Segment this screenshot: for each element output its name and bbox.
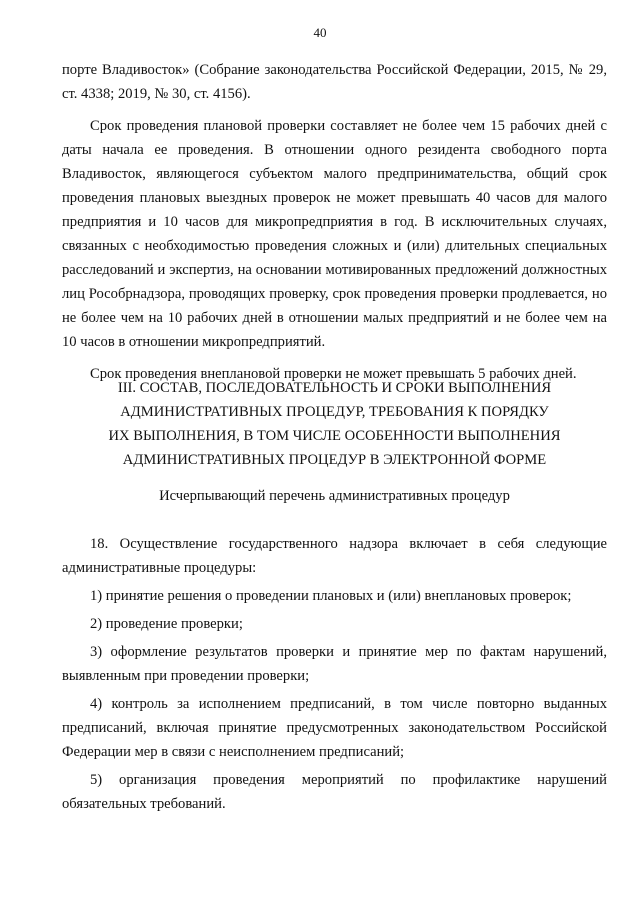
section-heading [62,376,607,472]
procedure-item: 1) принятие решения о проведении плановых и (или) внеплановых проверок; [90,588,572,604]
body-block-top [62,58,607,386]
continuation-paragraph: порте Владивосток» (Собрание законодательства Российской Федерации, 2015, № 29, ст. 4338; 2019, № 30, ст. 4156). [62,62,607,102]
planned-inspection-paragraph: Срок проведения плановой проверки составляет не более чем 15 рабочих дней с даты начала ее проведения. В отношении одного резидента свободного порта Владивосток, являющегося субъектом малого предпринимательства, общий срок проведения плановых выездных проверок не может превышать 40 часов для малого предприятия и 10 часов для микропредприятия в год. В исключительных случаях, связанных с необходимостью проведения сложных и (или) длительных специальных расследований и экспертиз, на основании мотивированных предложений должностных лиц Рособрнадзора, проводящих проверку, срок проведения проверки продлевается, но не более чем на 10 рабочих дней в отношении малых предприятий и не более чем на 10 часов в отношении микропредприятий. [62,118,607,350]
section-heading-line: ИХ ВЫПОЛНЕНИЯ, В ТОМ ЧИСЛЕ ОСОБЕННОСТИ ВЫПОЛНЕНИЯ [108,428,561,444]
page-number: 40 [313,25,327,40]
section-heading-line: АДМИНИСТРАТИВНЫХ ПРОЦЕДУР, ТРЕБОВАНИЯ К ПОРЯДКУ [120,404,549,420]
section-heading-line: III. СОСТАВ, ПОСЛЕДОВАТЕЛЬНОСТЬ И СРОКИ ВЫПОЛНЕНИЯ [117,380,552,396]
procedure-item: 3) оформление результатов проверки и принятие мер по фактам нарушений, выявленным при проведении проверки; [62,644,607,684]
body-block-procedures [62,532,607,816]
subheading: Исчерпывающий перечень административных процедур [159,488,510,504]
clause-18: 18. Осуществление государственного надзора включает в себя следующие административные процедуры: [62,536,607,576]
procedure-item: 5) организация проведения мероприятий по профилактике нарушений обязательных требований. [62,772,607,812]
procedure-item: 2) проведение проверки; [90,616,243,632]
procedure-item: 4) контроль за исполнением предписаний, в том числе повторно выданных предписаний, включая принятие предусмотренных законодательством Российской Федерации мер в связи с неисполнением предписаний; [62,696,607,760]
unplanned-inspection-paragraph: Срок проведения внеплановой проверки не может превышать 5 рабочих дней. [90,366,577,382]
section-heading-line: АДМИНИСТРАТИВНЫХ ПРОЦЕДУР В ЭЛЕКТРОННОЙ ФОРМЕ [122,452,547,468]
